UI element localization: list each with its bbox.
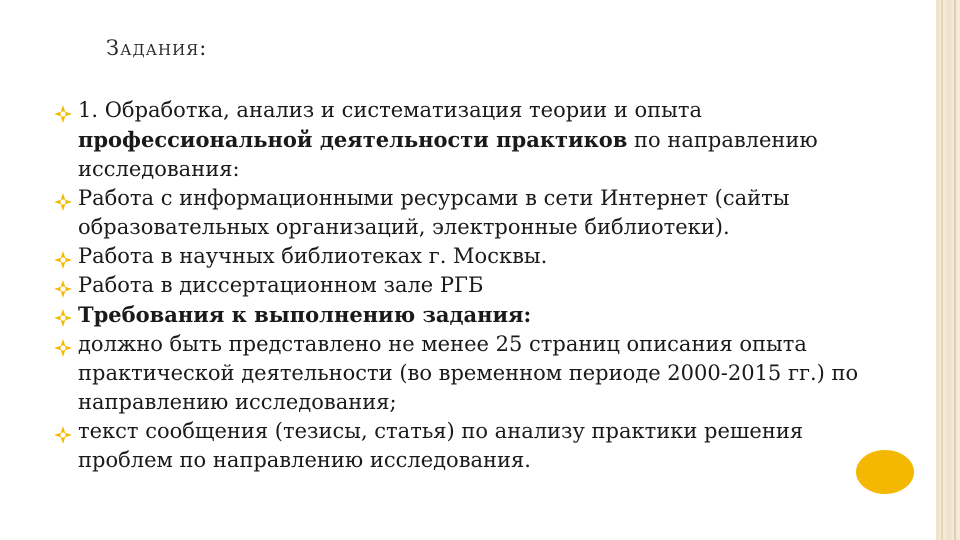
slide-title: Задания: bbox=[106, 36, 208, 60]
diamond-bullet-icon bbox=[54, 102, 72, 120]
decorative-border bbox=[936, 0, 960, 540]
diamond-bullet-icon bbox=[54, 190, 72, 208]
diamond-bullet-icon bbox=[54, 248, 72, 266]
bullet-text: должно быть представлено не менее 25 страниц описания опыта практической деятельности (во временном периоде 2000-2015 гг.) по направлению исследования; bbox=[78, 332, 859, 414]
bullet-text: Работа с информационными ресурсами в сети Интернет (сайты образовательных организаций, электронные библиотеки). bbox=[78, 186, 790, 239]
bullet-text: Работа в научных библиотеках г. Москвы. bbox=[78, 244, 548, 268]
diamond-bullet-icon bbox=[54, 336, 72, 354]
diamond-bullet-icon bbox=[54, 423, 72, 441]
border-stripe bbox=[936, 0, 939, 540]
diamond-bullet-icon bbox=[54, 306, 72, 324]
list-item bbox=[54, 300, 884, 330]
list-item bbox=[54, 242, 884, 271]
diamond-bullet-icon bbox=[54, 277, 72, 295]
bullet-bold-text: профессиональной деятельности практиков bbox=[78, 127, 628, 152]
bullet-bold-text: Требования к выполнению задания: bbox=[78, 302, 532, 327]
list-item bbox=[54, 417, 884, 475]
list-item bbox=[54, 271, 884, 300]
bullet-tail-text: по направлению исследования: bbox=[78, 128, 818, 181]
bullet-list bbox=[54, 96, 884, 475]
decorative-yellow-circle bbox=[856, 450, 914, 494]
bullet-text: 1. Обработка, анализ и систематизация теории и опыта bbox=[78, 98, 703, 122]
list-item bbox=[54, 96, 884, 184]
list-item bbox=[54, 184, 884, 242]
list-item bbox=[54, 330, 884, 417]
border-stripe bbox=[954, 0, 956, 540]
border-stripe bbox=[946, 0, 952, 540]
bullet-text: Работа в диссертационном зале РГБ bbox=[78, 273, 484, 297]
bullet-text: текст сообщения (тезисы, статья) по анализу практики решения проблем по направлению исследования. bbox=[78, 419, 804, 472]
border-stripe bbox=[941, 0, 943, 540]
